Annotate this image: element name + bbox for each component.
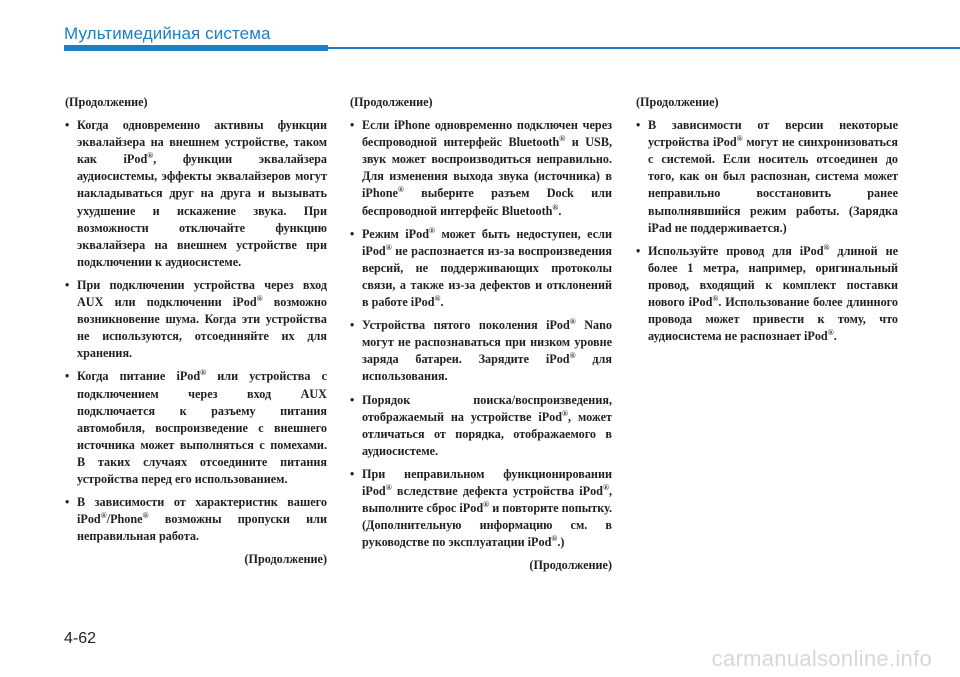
continued-end-label: (Продолжение) bbox=[244, 552, 327, 567]
bullet-item: • Когда одновременно активны функции эквалайзера на внешнем устройстве, таком как iPod®, функции эквалайзера аудиосистемы, эффекты эквалайзеров могут накладываться друг на друга и вызывать ухудшение и искажение звука. При возможности отключайте функцию эквалайзера на внешнем устройстве при подключении к аудиосистеме. bbox=[65, 117, 327, 271]
text-column-1 bbox=[65, 94, 327, 568]
continued-label: (Продолжение) bbox=[636, 95, 719, 109]
watermark: carmanualsonline.info bbox=[711, 646, 932, 671]
bullet-item: • Порядок поиска/воспроизведения, отображаемый на устройстве iPod®, может отличаться от порядка, отображаемого в аудиосистеме. bbox=[350, 392, 612, 460]
bullet-item: • В зависимости от характеристик вашего iPod®/Phone® возможны пропуски или неправильная работа. bbox=[65, 494, 327, 545]
continued-label: (Продолжение) bbox=[350, 95, 433, 109]
bullet-item: • В зависимости от версии некоторые устройства iPod® могут не синхронизоваться с системой. Если носитель отсоединен до того, как он был распознан, система может неправильно восстановить ранее выполнявшийся режим работы. (Зарядка iPad не поддерживается.) bbox=[636, 117, 898, 237]
bullet-item: • Когда питание iPod® или устройства с подключением через вход AUX подключается к разъему питания автомобиля, воспроизведение с внешнего источника может выполняться с помехами. В таких случаях отсоедините питания устройства перед его использованием. bbox=[65, 368, 327, 488]
bullet-item: • При подключении устройства через вход AUX или подключении iPod® возможно возникновение шума. Когда эти устройства не используются, отсоединяйте их для хранения. bbox=[65, 277, 327, 362]
bullet-item: • Используйте провод для iPod® длиной не более 1 метра, например, оригинальный провод, входящий к комплект поставки нового iPod®. Использование более длинного провода может привести к тому, что аудиосистема не распознает iPod®. bbox=[636, 243, 898, 346]
text-column-3 bbox=[636, 94, 898, 351]
text-column-2 bbox=[350, 94, 612, 574]
page-number: 4-62 bbox=[64, 630, 97, 647]
header-rule bbox=[64, 47, 960, 49]
continued-label: (Продолжение) bbox=[65, 95, 148, 109]
bullet-item: • Если iPhone одновременно подключен через беспроводной интерфейс Bluetooth® и USB, звук может воспроизводиться неправильно. Для изменения выхода звука (источника) в iPhone® выберите разъем Dock или беспроводной интерфейс Bluetooth®. bbox=[350, 117, 612, 220]
section-title: Мультимедийная система bbox=[64, 24, 271, 43]
bullet-item: • Режим iPod® может быть недоступен, если iPod® не распознается из-за воспроизведения версий, не поддерживающих протоколы связи, а также из-за дефектов и отклонений в работе iPod®. bbox=[350, 226, 612, 311]
bullet-item: • Устройства пятого поколения iPod® Nano могут не распознаваться при низком уровне заряда батареи. Зарядите iPod® для использования. bbox=[350, 317, 612, 385]
continued-end-label: (Продолжение) bbox=[529, 558, 612, 573]
bullet-item: • При неправильном функционировании iPod® вследствие дефекта устройства iPod®, выполните сброс iPod® и повторите попытку. (Дополнительную информацию см. в руководстве по эксплуатации iPod®.) bbox=[350, 466, 612, 551]
